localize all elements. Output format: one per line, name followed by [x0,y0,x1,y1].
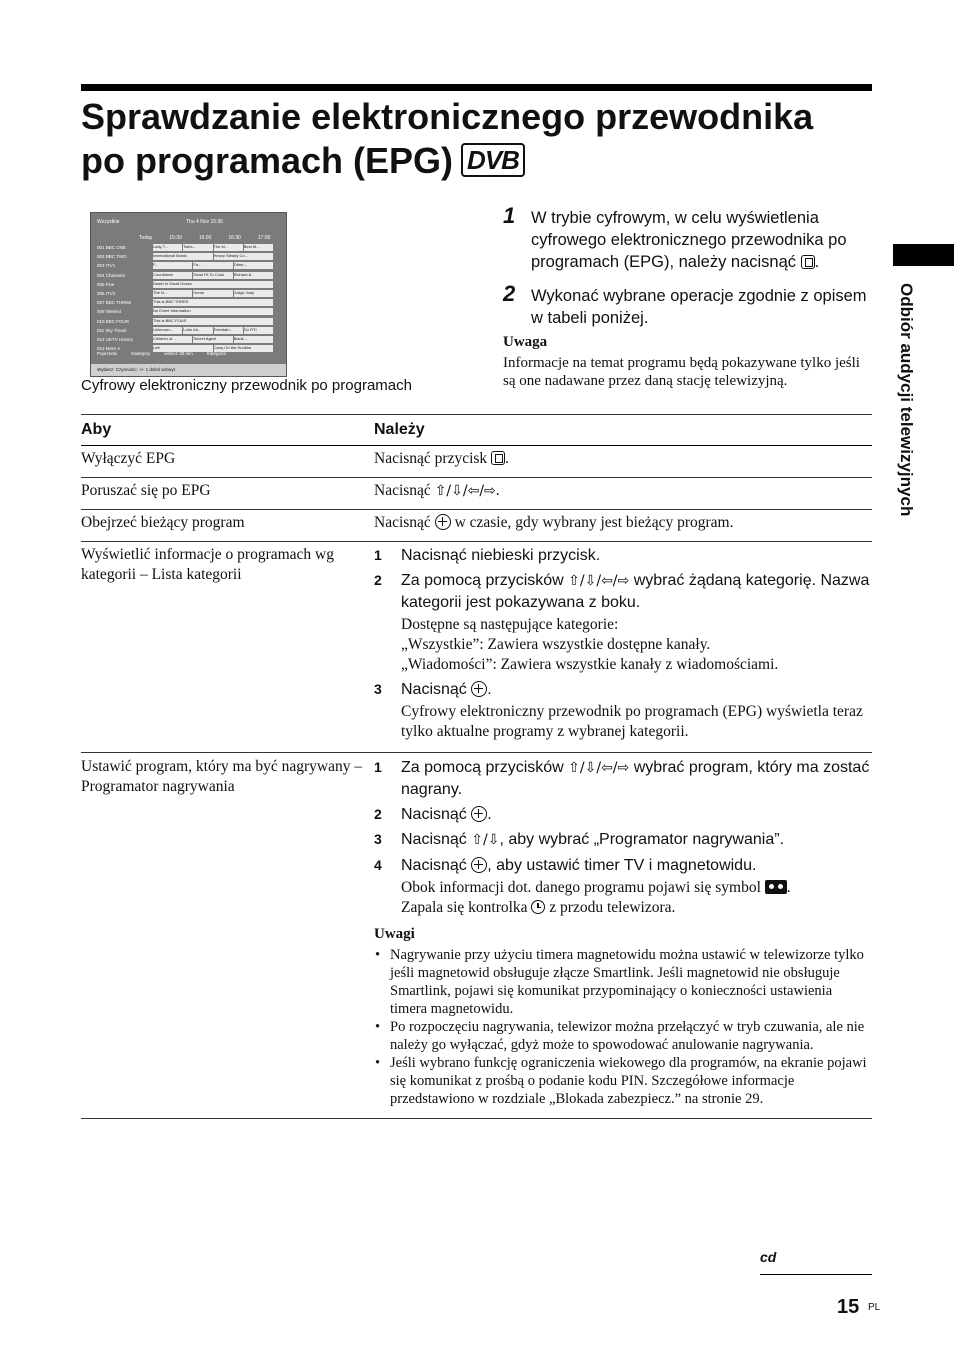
epg-channel-name: 001 BBC ONE [97,245,127,251]
note-item: • Po rozpoczęciu nagrywania, telewizor można przełączyć w tryb czuwania, ale nie należy go wyłączać, gdyż może to spowodować anulowanie nagrywania. [374,1018,872,1054]
subtext-line: „Wszystkie”: Zawiera wszystkie dostępne kanały. [401,636,711,653]
list-item-text: Nacisnąć niebieski przycisk. [401,547,601,564]
epg-channel-name: 007 BBC THREE [97,300,132,306]
step-2-text: Wykonać wybrane operacje zgodnie z opisem w tabeli poniżej. [531,287,867,327]
epg-program-cell: Children of... [153,336,192,343]
continued-rule [760,1274,872,1275]
arrow-buttons-icon: ⇧/⇩/⇦/⇨ [568,573,630,589]
epg-program-cell: International Bowls [153,253,213,260]
notes-list [374,946,872,1108]
instructions-table [81,414,872,1119]
epg-today: Today [139,235,153,241]
epg-program-cell: Blank... [234,336,273,343]
list-item-text: Nacisnąć [401,857,467,874]
ok-button-icon [435,514,451,530]
table-header-row [81,414,872,446]
continued-mark: cd [760,1249,777,1265]
epg-program-cell: Entertain... [214,327,243,334]
epg-channel-row [97,261,273,270]
epg-channel-name: 012 UKTV History [97,336,134,342]
list-item: 2 Za pomocą przycisków ⇧/⇩/⇦/⇨ wybrać żądaną kategorię. Nazwa kategorii jest pokazywana z boku. Dostępne są następujące kategorie: „Wszystkie”: Zawiera wszystkie dostępne kanały. „Wiadomości”: Zawiera wszystkie kanały z wiadomościami. [374,570,872,675]
note-title: Uwaga [503,334,548,350]
epg-program-cell: Home [193,290,232,297]
epg-program-cells [153,253,273,260]
epg-channel-name: 004 Channel4 [97,272,126,278]
subtext-line: Zapala się kontrolka [401,899,528,916]
epg-channel-name: 003 ITV1 [97,263,116,269]
epg-date: Thu 4 Nov 15:36 [186,219,223,225]
epg-program-cell: Fa... [193,262,232,269]
list-item-text: wybrać żądaną kategorię. Nazwa kategorii jest pokazywana z boku. [401,572,870,611]
list-item-subtext: Obok informacji dot. danego programu pojawi się symbol . Zapala się kontrolka z przodu telewizora. [401,879,791,916]
epg-channel-name: 006 ITV2 [97,291,116,297]
epg-time: 17:00 [257,235,271,241]
epg-program-cell: Judge Judy [234,290,273,297]
epg-program-cell: Lady T... [153,244,182,251]
epg-program-cell: Richard &... [234,272,273,279]
ok-button-icon [471,806,487,822]
epg-footer-item: Kategoria [206,351,227,356]
epg-program-cell: Carry On the Hurdles [214,345,274,352]
row-action: Wyłączyć EPG [81,450,176,467]
epg-channel-row [97,252,273,261]
note-item: • Nagrywanie przy użyciu timera magnetowidu można ustawić w telewizorze tylko jeśli magnetowid obsługuje złącze Smartlink. Jeśli magnetowid nie obsługuje Smartlink, pojawi się komunikat przypominający o konieczności ustawienia timera magnetowidu. [374,946,872,1018]
note-item: • Jeśli wybrano funkcję ograniczenia wiekowego dla programów, na ekranie pojawi się komunikat z prośbą o podanie kodu PIN. Szczegółowe informacje przedstawiono w rozdziale „Blokada zabezpiecz.” na stronie 29. [374,1054,872,1108]
epg-channel-name: 011 Sky Travel [97,327,127,333]
epg-caption: Cyfrowy elektroniczny przewodnik po programach [81,377,412,394]
row-instruction-text: Nacisnąć przycisk [374,450,488,467]
epg-time: 16:30 [228,235,241,241]
epg-program-cell: F... [153,262,192,269]
epg-footer [97,351,226,356]
list-item-text: , aby wybrać „Programator nagrywania”. [499,831,785,848]
guide-button-icon [801,255,815,269]
epg-grid [97,243,273,353]
epg-channel-row [97,335,273,344]
epg-program-cells [153,281,273,288]
epg-program-cells [153,244,273,251]
subtext-line: „Wiadomości”: Zawiera wszystkie kanały z wiadomościami. [401,656,779,673]
section-label-text: Odbiór audycji telewizyjnych [897,283,916,517]
epg-program-cell: Unknown... [153,327,182,334]
dvb-logo-icon: DVB [461,143,525,177]
list-item: 1 Za pomocą przycisków ⇧/⇩/⇦/⇨ wybrać program, który ma zostać nagrany. [374,759,870,798]
page-language: PL [868,1302,881,1313]
subtext-line: Obok informacji dot. danego programu pojawi się symbol [401,879,761,896]
epg-program-cell: Lett [153,345,213,352]
step-text: W trybie cyfrowym, w celu wyświetlenia cyfrowego elektronicznego przewodnika po programach (EPG), należy nacisnąć . [531,209,847,271]
epg-program-cell: No Event Information [153,308,273,315]
ok-button-icon [471,857,487,873]
guide-button-icon [491,451,505,465]
subtext-line: Dostępne są następujące kategorie: [401,616,619,633]
row-instruction-text: w czasie, gdy wybrany jest bieżący program. [454,514,734,531]
epg-footer-item: Następny [131,351,151,356]
instruction-list [374,545,872,742]
epg-program-cells [153,318,273,325]
epg-program-cells [153,327,273,334]
epg-channel-name: 002 BBC TWO [97,254,127,260]
row-action: Obejrzeć bieżący program [81,514,245,531]
epg-channel-name: 010 BBC FOUR [97,318,130,324]
list-item-text: wybrać program, który ma zostać nagrany. [401,759,870,798]
epg-program-cell: Go RTI [244,327,273,334]
epg-screenshot [90,212,287,377]
epg-program-cells [153,272,273,279]
epg-program-cell: The N... [153,290,192,297]
list-item: 3 Nacisnąć ⇧/⇩, aby wybrać „Programator nagrywania”. [374,831,785,848]
epg-channel-row [97,307,273,316]
epg-program-cell: This is BBC FOUR [153,318,273,325]
epg-program-cell: Dead Fit To Cook [193,272,232,279]
list-item: 4 Nacisnąć , aby ustawić timer TV i magnetowidu. Obok informacji dot. danego programu pojawi się symbol . Zapala się kontrolka z przodu telewizora. [374,855,872,918]
row-instruction-text: Nacisnąć [374,482,431,499]
list-item: 2 Nacisnąć . [374,806,492,823]
title-rule [81,84,872,91]
epg-footer-item: wstecz 30 min [164,351,193,356]
ok-button-icon [471,681,487,697]
epg-channel-row [97,326,273,335]
row-instruction-text: Nacisnąć [374,514,431,531]
vcr-icon [765,880,787,894]
step-1-text: W trybie cyfrowym, w celu wyświetlenia cyfrowego elektronicznego przewodnika po programach (EPG), należy nacisnąć [531,209,847,271]
arrow-buttons-icon: ⇧/⇩/⇦/⇨ [434,483,496,499]
step-number: 2 [503,281,516,306]
instruction-list [374,757,872,918]
list-item: 3 Nacisnąć . Cyfrowy elektroniczny przewodnik po programach (EPG) wyświetla teraz tylko aktualne programy z wybranej kategorii. [374,679,872,742]
epg-program-cell: Best M... [244,244,273,251]
epg-program-cell: This is BBC THREE [153,299,273,306]
epg-channel-row [97,271,273,280]
col-header-nalezy: Należy [374,421,425,438]
epg-time: 15:30 [169,235,182,241]
list-item-text: Nacisnąć [401,806,467,823]
epg-footer-item: Poprzedni [97,351,118,356]
table-row [81,542,872,753]
step-2 [503,281,875,329]
page-number: 15 [837,1296,860,1318]
table-row [81,753,872,1119]
epg-channel-name: 005 Five [97,281,115,287]
epg-channel-row [97,317,273,326]
epg-program-cell: Tales... [183,244,212,251]
row-instruction [374,542,872,746]
subtext-line: z przodu telewizora. [549,899,676,916]
epg-times [97,235,277,243]
list-item: 1 Nacisnąć niebieski przycisk. [374,547,601,564]
epg-channel-row [97,280,273,289]
list-item-text: Nacisnąć [401,831,467,848]
title-line-2 [81,139,881,183]
step-1 [503,203,875,273]
epg-time: 16:00 [198,235,212,241]
list-item-subtext: Cyfrowy elektroniczny przewodnik po programach (EPG) wyświetla teraz tylko aktualne programy z wybranej kategorii. [401,703,863,740]
col-header-aby: Aby [81,421,112,438]
row-instruction [374,753,872,1108]
step-number: 1 [503,203,516,228]
section-label [868,283,928,583]
timer-indicator-icon [531,900,545,914]
epg-program-cell: Death In Small Doses [153,281,273,288]
row-instruction [374,510,872,541]
list-item-text: Za pomocą przycisków [401,572,564,589]
row-instruction: Nacisnąć ⇧/⇩/⇦/⇨. [374,482,500,499]
row-action: Poruszać się po EPG [81,482,211,499]
epg-program-cell: Other... [234,262,273,269]
epg-program-cell: Lobo Air... [183,327,212,334]
row-action: Ustawić program, który ma być nagrywany – Programator nagrywania [81,758,363,795]
epg-status-bar: Wybierz: Czynności: +/- 1 dzień wz/wyt. [91,364,286,376]
epg-channel-name: 009 Teletext [97,309,122,315]
epg-program-cell: Secret Agent [193,336,232,343]
epg-program-cells [153,290,273,297]
row-action: Wyświetlić informacje o programach wg kategorii – Lista kategorii [81,546,335,583]
arrow-buttons-icon: ⇧/⇩ [471,832,500,848]
title-line-1: Sprawdzanie elektronicznego przewodnika [81,96,814,137]
epg-channel-row [97,298,273,307]
list-item-text: , aby ustawić timer TV i magnetowidu. [487,857,757,874]
list-item-subtext [401,615,872,675]
list-item-text: Nacisnąć [401,681,467,698]
epg-program-cell: The M... [214,244,243,251]
epg-program-cell: Countdown [153,272,192,279]
table-row [81,446,872,478]
epg-channel-row [97,243,273,252]
epg-program-cells [153,336,273,343]
page-title [81,95,881,183]
section-tab [893,244,954,266]
row-instruction: Nacisnąć przycisk . [374,450,509,467]
notes-title: Uwagi [374,926,415,942]
table-row [81,478,872,510]
note-text: Informacje na temat programu będą pokazywane tylko jeśli są one nadawane przez daną stację telewizyjną. [503,355,860,389]
list-item-text: Za pomocą przycisków [401,759,564,776]
title-line-2-text: po programach (EPG) [81,140,454,181]
epg-header: Wszystkie [97,219,120,225]
epg-program-cells [153,308,273,315]
table-row [81,510,872,542]
epg-channel-name: 013 More 4 [97,346,120,352]
epg-program-cells [153,299,273,306]
arrow-buttons-icon: ⇧/⇩/⇦/⇨ [568,760,630,776]
epg-program-cells [153,262,273,269]
epg-channel-row [97,289,273,298]
epg-program-cell: Heavy Steady Co... [214,253,274,260]
